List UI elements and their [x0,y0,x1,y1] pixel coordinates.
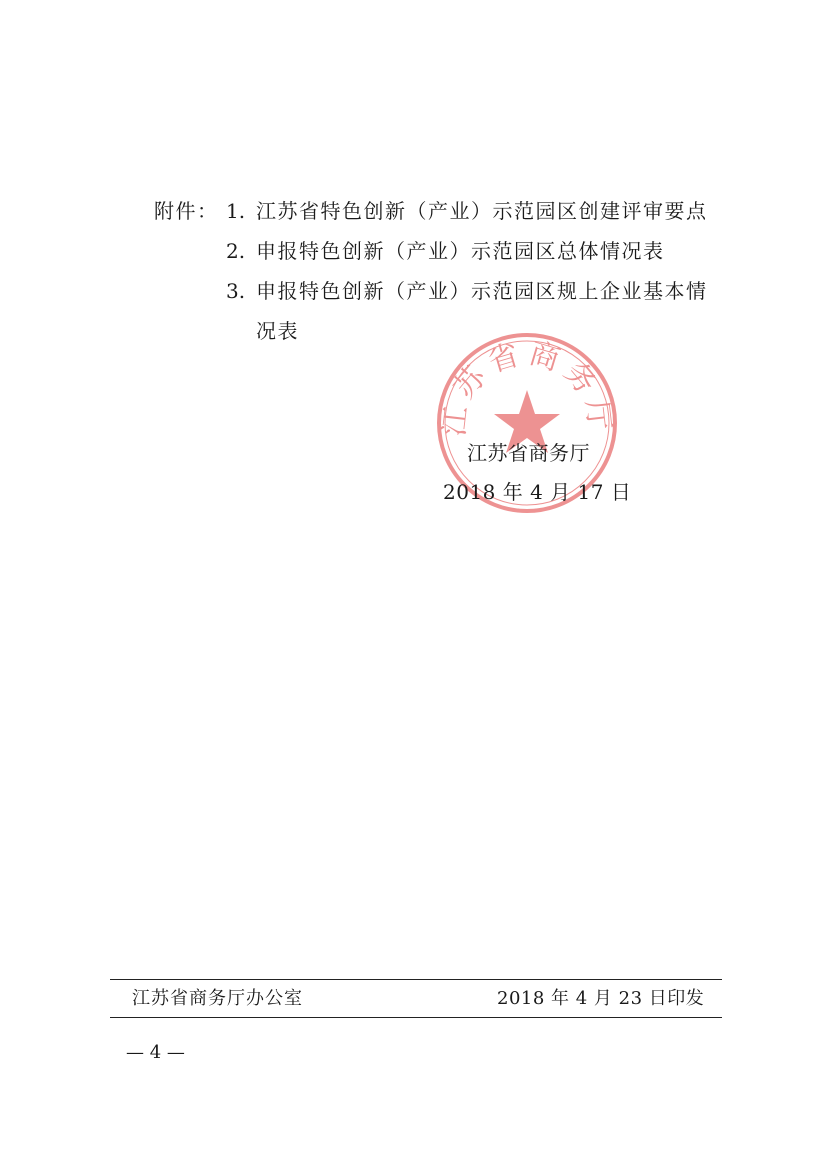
signature-date: 2018 年 4 月 17 日 [443,480,632,504]
footer-issuer: 江苏省商务厅办公室 [132,988,303,1009]
page-number: — 4 — [126,1042,185,1063]
signature-organization: 江苏省商务厅 [467,441,590,465]
footer-issue-date: 2018 年 4 月 23 日印发 [497,988,705,1009]
footer-rule-bottom [110,1017,722,1018]
attachment-3-title-continuation: 况表 [256,319,299,343]
attachments-label: 附件： [154,199,219,223]
attachment-3-title: 申报特色创新（产业）示范园区规上企业基本情 [256,279,708,303]
attachment-3-number: 3. [226,279,246,303]
attachment-1-title: 江苏省特色创新（产业）示范园区创建评审要点 [256,199,708,223]
attachment-1-number: 1. [226,199,246,223]
seal-text: 江苏省商务厅 [436,335,618,439]
footer-rule-top [110,979,722,980]
attachment-2-title: 申报特色创新（产业）示范园区总体情况表 [256,239,665,263]
attachment-2-number: 2. [226,239,246,263]
